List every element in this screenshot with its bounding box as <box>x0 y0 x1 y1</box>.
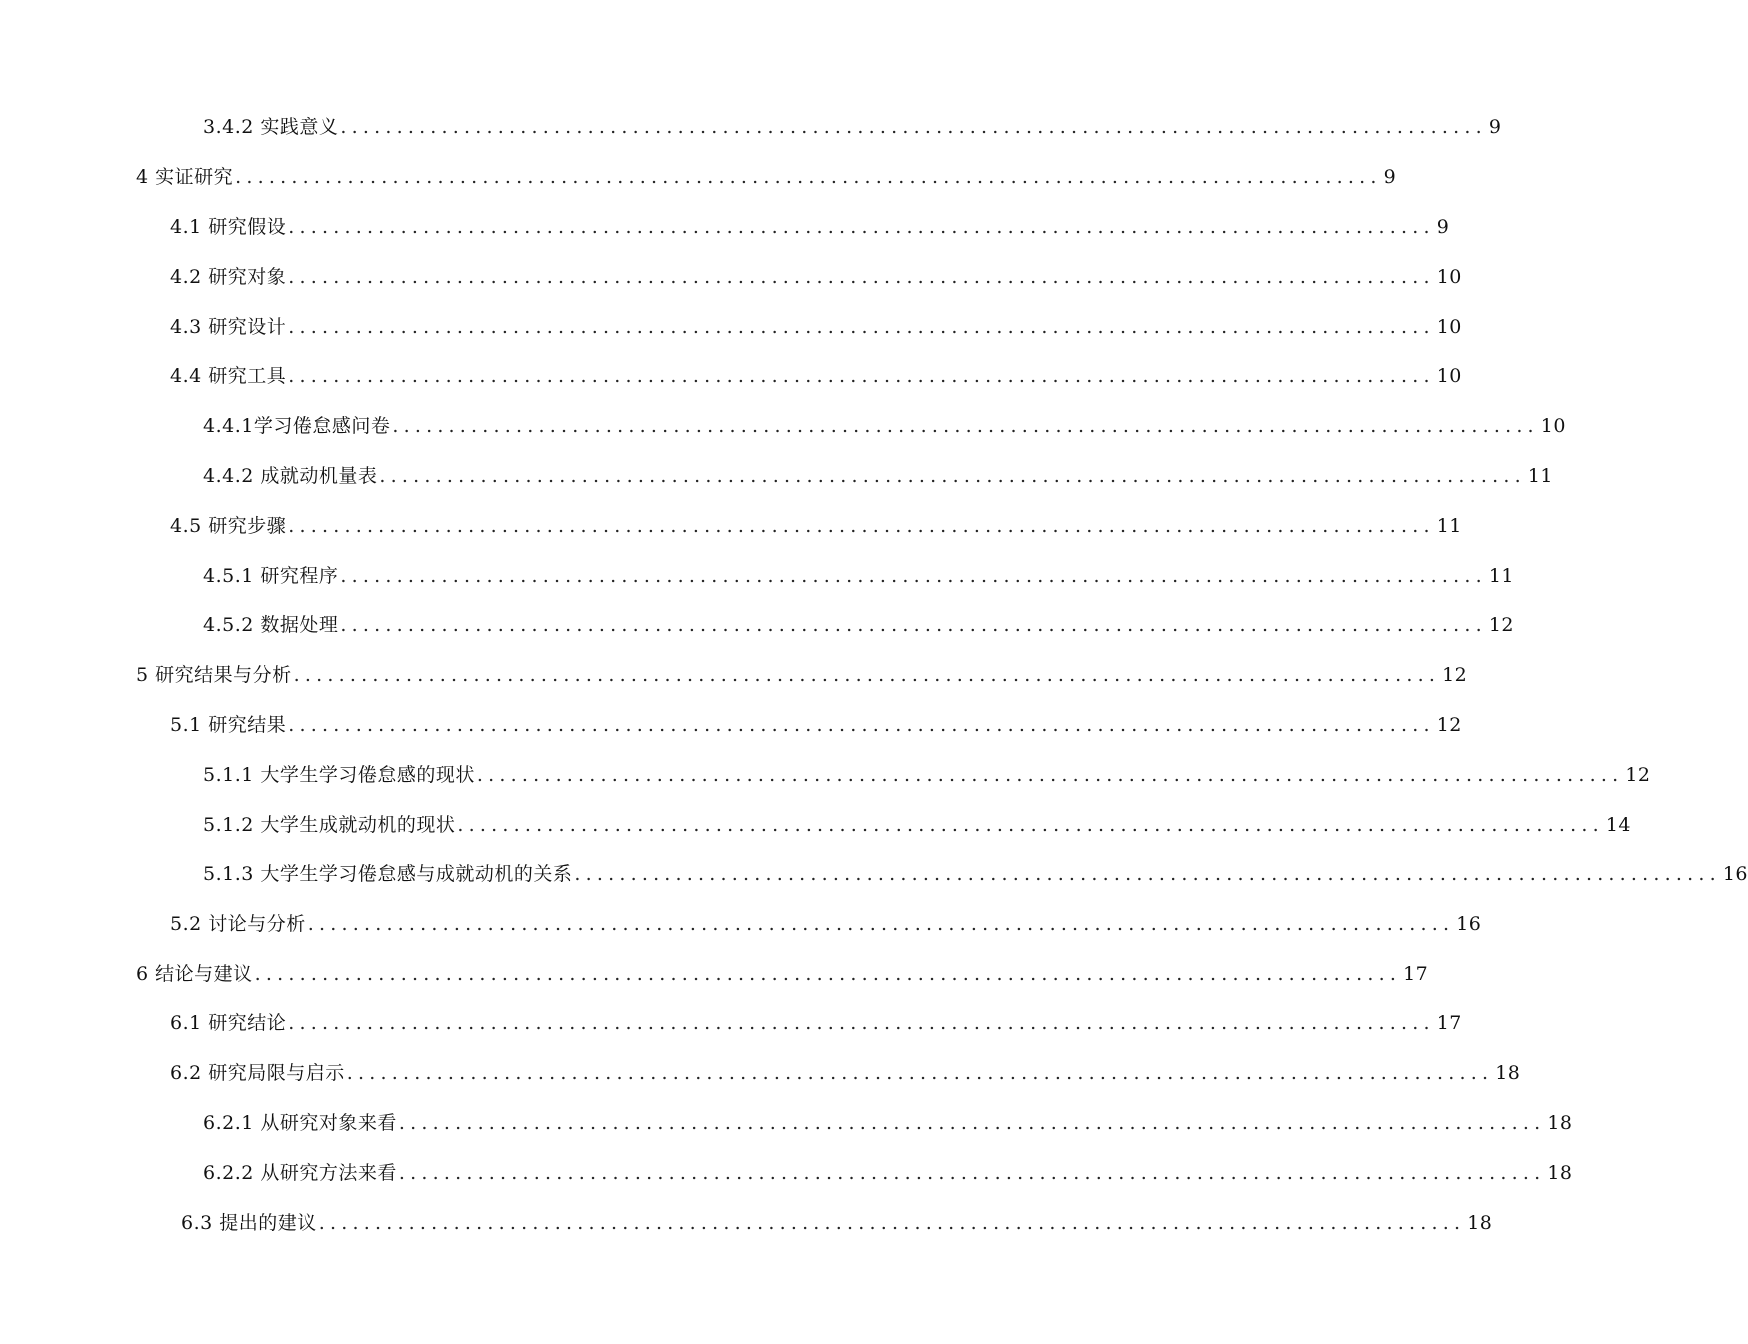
toc-entry-label: 5.1.1 大学生学习倦怠感的现状 <box>203 764 475 786</box>
toc-entry[interactable] <box>170 262 1462 292</box>
toc-entry-label: 4 实证研究 <box>136 166 234 188</box>
toc-entry-label: 6.2.2 从研究方法来看 <box>203 1162 397 1184</box>
toc-dot-leader: ...................................................................................................... <box>340 565 1487 587</box>
toc-entry-label: 5.1.3 大学生学习倦怠感与成就动机的关系 <box>203 863 573 885</box>
toc-entry-label: 4.4 研究工具 <box>170 365 287 387</box>
toc-entry[interactable] <box>203 810 1632 840</box>
toc-dot-leader: ...................................................................................................... <box>288 216 1435 238</box>
toc-dot-leader: ...................................................................................................... <box>398 1112 1546 1134</box>
toc-dot-leader: ...................................................................................................... <box>476 764 1624 786</box>
toc-entry[interactable] <box>136 162 1397 192</box>
toc-page-number: 16 <box>1456 913 1482 935</box>
toc-entry[interactable] <box>203 610 1515 640</box>
toc-dot-leader: ...................................................................................................... <box>288 316 1435 338</box>
toc-entry-label: 4.4.2 成就动机量表 <box>203 465 378 487</box>
toc-page-number: 18 <box>1547 1162 1573 1184</box>
toc-entry-label: 4.4.1学习倦怠感问卷 <box>203 415 391 437</box>
toc-entry-label: 4.5.1 研究程序 <box>203 565 339 587</box>
toc-page-number: 12 <box>1625 764 1651 786</box>
toc-entry-label: 4.1 研究假设 <box>170 216 287 238</box>
toc-entry[interactable] <box>203 760 1651 790</box>
toc-page-number: 17 <box>1403 963 1429 985</box>
toc-dot-leader: ...................................................................................................... <box>288 1012 1435 1034</box>
toc-entry-label: 6.1 研究结论 <box>170 1012 287 1034</box>
toc-dot-leader: ...................................................................................................... <box>288 266 1435 288</box>
toc-page-number: 10 <box>1436 316 1462 338</box>
toc-entry[interactable] <box>203 112 1502 142</box>
toc-page-number: 16 <box>1722 863 1748 885</box>
toc-page-number: 9 <box>1488 116 1502 138</box>
toc-dot-leader: ...................................................................................................... <box>288 365 1435 387</box>
toc-dot-leader: ...................................................................................................... <box>346 1062 1494 1084</box>
toc-entry-label: 5.1 研究结果 <box>170 714 287 736</box>
toc-entry-label: 4.2 研究对象 <box>170 266 287 288</box>
toc-entry-label: 4.5.2 数据处理 <box>203 614 339 636</box>
toc-dot-leader: ...................................................................................................... <box>379 465 1526 487</box>
toc-page-number: 10 <box>1436 266 1462 288</box>
toc-page-number: 11 <box>1436 515 1462 537</box>
toc-dot-leader: ...................................................................................................... <box>398 1162 1546 1184</box>
toc-dot-leader: ...................................................................................................... <box>235 166 1382 188</box>
toc-page-number: 11 <box>1488 565 1515 587</box>
toc-page-number: 12 <box>1488 614 1515 636</box>
toc-entry[interactable] <box>203 1108 1573 1138</box>
toc-entry-label: 5.2 讨论与分析 <box>170 913 306 935</box>
toc-dot-leader: ...................................................................................................... <box>318 1212 1466 1234</box>
toc-entry[interactable] <box>170 1058 1521 1088</box>
toc-entry[interactable] <box>170 361 1462 391</box>
toc-dot-leader: ...................................................................................................... <box>340 116 1487 138</box>
toc-entry[interactable] <box>136 959 1429 989</box>
toc-entry[interactable] <box>170 1008 1462 1038</box>
toc-dot-leader: ...................................................................................................... <box>254 963 1402 985</box>
toc-entry[interactable] <box>170 909 1482 939</box>
toc-page-number: 9 <box>1436 216 1450 238</box>
toc-dot-leader: ...................................................................................................... <box>288 714 1435 736</box>
toc-dot-leader: ...................................................................................................... <box>340 614 1487 636</box>
toc-entry[interactable] <box>170 212 1450 242</box>
toc-dot-leader: ...................................................................................................... <box>293 664 1441 686</box>
toc-entry[interactable] <box>136 660 1468 690</box>
toc-entry-label: 6.2.1 从研究对象来看 <box>203 1112 397 1134</box>
toc-entry-label: 6.3 提出的建议 <box>181 1212 317 1234</box>
toc-page-number: 10 <box>1540 415 1566 437</box>
toc-dot-leader: ...................................................................................................... <box>392 415 1539 437</box>
toc-entry-label: 5 研究结果与分析 <box>136 664 292 686</box>
toc-page-number: 10 <box>1436 365 1462 387</box>
toc-entry[interactable] <box>203 561 1515 591</box>
toc-entry-label: 6.2 研究局限与启示 <box>170 1062 345 1084</box>
toc-entry-label: 3.4.2 实践意义 <box>203 116 339 138</box>
toc-entry[interactable] <box>203 461 1554 491</box>
toc-dot-leader: ...................................................................................................... <box>574 863 1721 885</box>
toc-entry[interactable] <box>181 1208 1493 1238</box>
toc-entry-label: 6 结论与建议 <box>136 963 253 985</box>
toc-entry-label: 4.3 研究设计 <box>170 316 287 338</box>
toc-page-number: 12 <box>1436 714 1462 736</box>
toc-page-number: 18 <box>1547 1112 1573 1134</box>
toc-entry[interactable] <box>203 859 1748 889</box>
toc-entry-label: 4.5 研究步骤 <box>170 515 287 537</box>
toc-page-number: 18 <box>1467 1212 1493 1234</box>
toc-page-number: 17 <box>1436 1012 1462 1034</box>
toc-dot-leader: ...................................................................................................... <box>288 515 1435 537</box>
toc-dot-leader: ...................................................................................................... <box>457 814 1604 836</box>
toc-dot-leader: ...................................................................................................... <box>307 913 1455 935</box>
toc-entry[interactable] <box>170 511 1462 541</box>
toc-page-number: 14 <box>1605 814 1632 836</box>
toc-entry[interactable] <box>203 411 1566 441</box>
toc-entry[interactable] <box>170 710 1462 740</box>
toc-page-number: 18 <box>1495 1062 1521 1084</box>
toc-page-number: 11 <box>1527 465 1554 487</box>
toc-page-number: 9 <box>1383 166 1397 188</box>
toc-entry-label: 5.1.2 大学生成就动机的现状 <box>203 814 456 836</box>
toc-page-number: 12 <box>1442 664 1468 686</box>
toc-entry[interactable] <box>203 1158 1573 1188</box>
toc-entry[interactable] <box>170 312 1462 342</box>
